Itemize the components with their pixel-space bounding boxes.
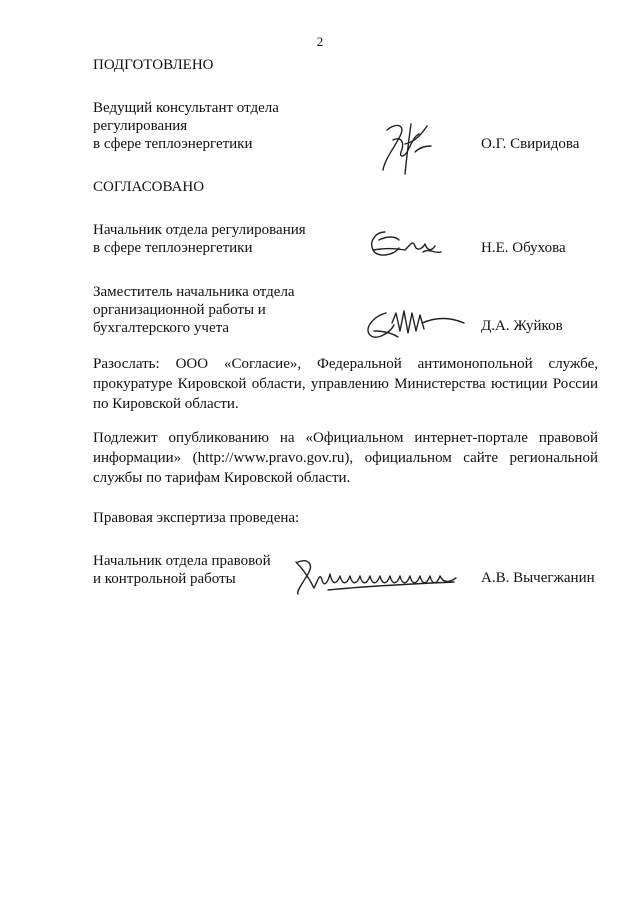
signature-vychegzhanin: [288, 550, 468, 600]
agreed-signer-2-name: Д.А. Жуйков: [481, 318, 563, 334]
position-line: Заместитель начальника отдела: [93, 284, 295, 300]
position-line: Начальник отдела правовой: [93, 553, 271, 569]
prepared-name: О.Г. Свиридова: [481, 136, 580, 152]
agreed-heading: СОГЛАСОВАНО: [93, 179, 205, 195]
signature-obukhova: [365, 218, 445, 268]
position-line: организационной работы и: [93, 302, 266, 318]
position-line: Начальник отдела регулирования: [93, 222, 306, 238]
position-line: и контрольной работы: [93, 571, 236, 587]
prepared-heading: ПОДГОТОВЛЕНО: [93, 57, 214, 73]
legal-signer-position: [93, 552, 271, 588]
position-line: регулирования: [93, 118, 188, 134]
position-line: в сфере теплоэнергетики: [93, 240, 253, 256]
signature-sviridova: [375, 118, 435, 178]
agreed-signer-2-position: [93, 283, 295, 337]
distribution-paragraph: Разослать: ООО «Согласие», Федеральной антимонопольной службе, прокуратуре Кировской области, управлению Министерства юстиции России по Кировской области.: [93, 356, 598, 412]
prepared-position: [93, 99, 279, 153]
publication-paragraph: Подлежит опубликованию на «Официальном интернет-портале правовой информации» (http://www.pravo.gov.ru), официальном сайте региональной службы по тарифам Кировской области.: [93, 430, 598, 486]
page-number: 2: [316, 34, 324, 49]
legal-signer-name: А.В. Вычегжанин: [481, 570, 595, 586]
agreed-signer-1-position: [93, 221, 306, 257]
agreed-signer-1-name: Н.Е. Обухова: [481, 240, 566, 256]
legal-review-note: Правовая экспертиза проведена:: [93, 510, 300, 526]
position-line: бухгалтерского учета: [93, 320, 230, 336]
position-line: в сфере теплоэнергетики: [93, 136, 253, 152]
position-line: Ведущий консультант отдела: [93, 100, 279, 116]
signature-zhuykov: [360, 303, 470, 343]
